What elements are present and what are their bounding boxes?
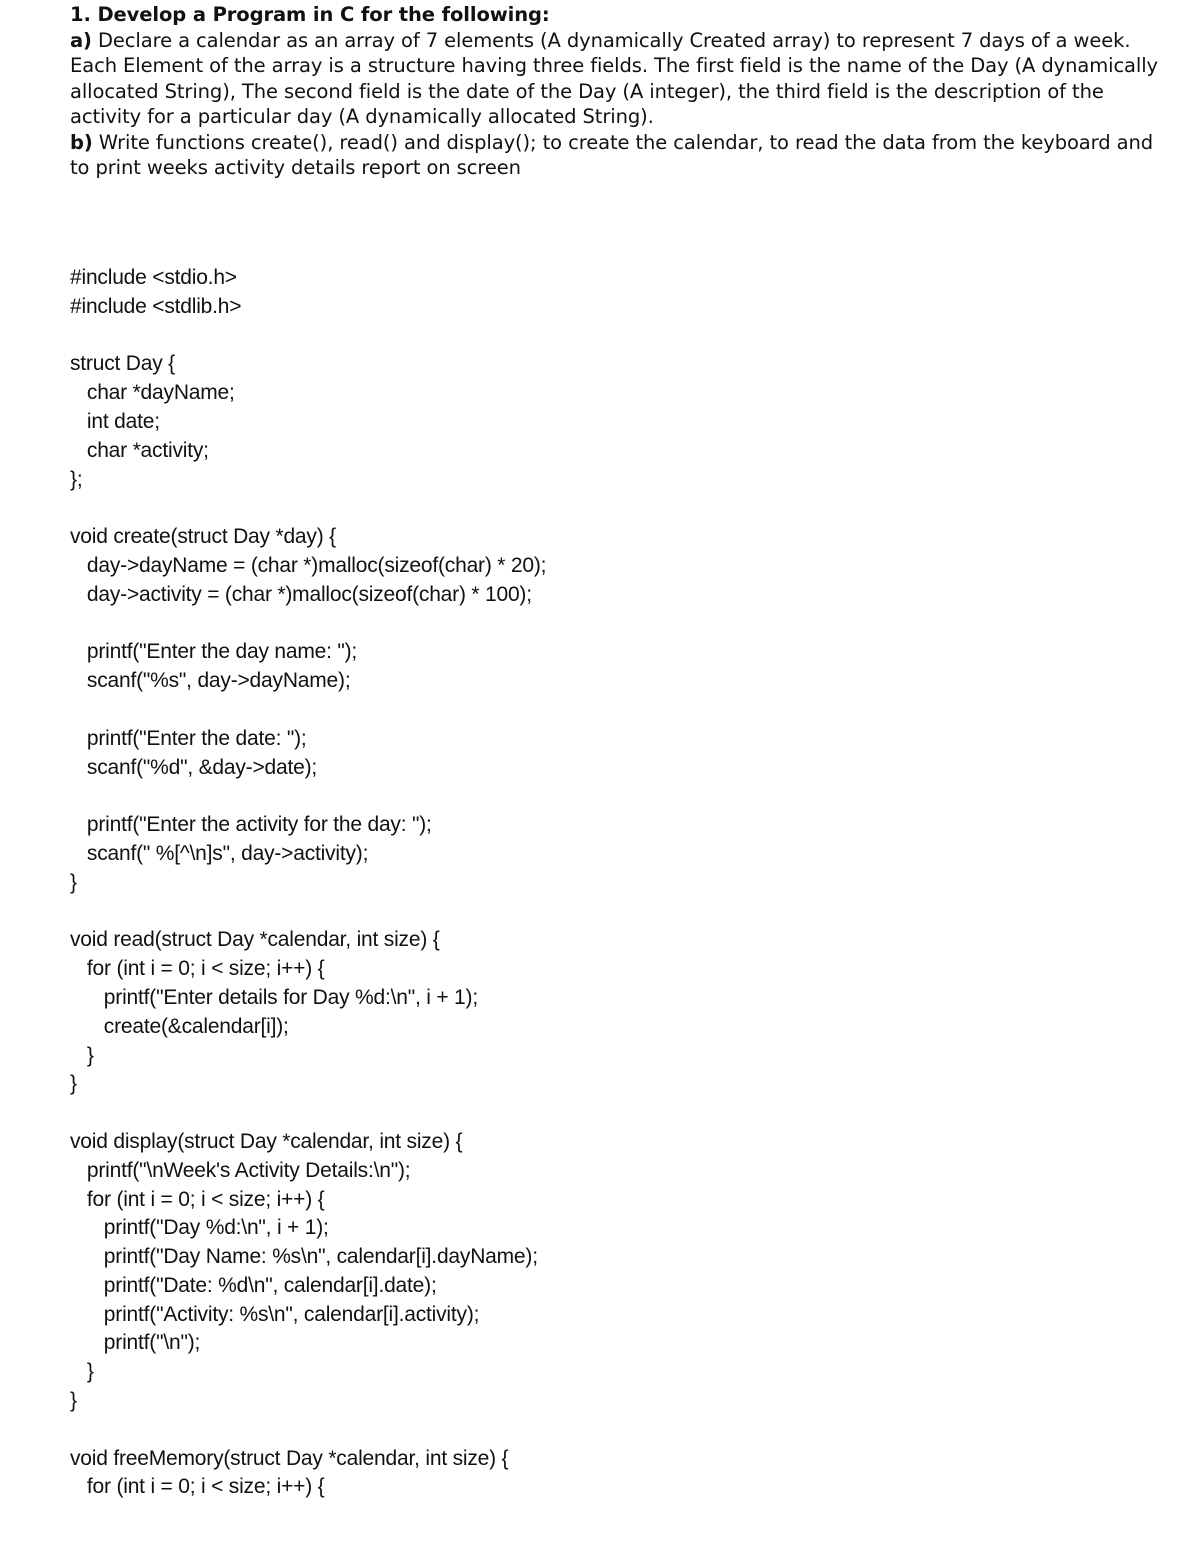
code-line: struct Day {	[70, 352, 175, 376]
code-line: for (int i = 0; i < size; i++) {	[70, 1475, 325, 1499]
code-line: }	[70, 1072, 77, 1096]
code-line: printf("\nWeek's Activity Details:\n");	[70, 1158, 411, 1182]
part-a-line: allocated String), The second field is the date of the Day (A integer), the third field is the description of the	[70, 79, 1104, 103]
part-a-line: a) Declare a calendar as an array of 7 elements (A dynamically Created array) to represent 7 days of a week.	[70, 28, 1131, 52]
code-line: };	[70, 467, 83, 491]
code-listing	[70, 264, 1160, 1502]
part-b-line: to print weeks activity details report on screen	[70, 156, 521, 179]
code-line	[70, 898, 1160, 927]
code-line: }	[70, 870, 77, 894]
code-line: for (int i = 0; i < size; i++) {	[70, 1187, 325, 1211]
code-line: printf("Activity: %s\n", calendar[i].activity);	[70, 1302, 480, 1326]
code-line: printf("Enter the date: ");	[70, 726, 307, 750]
code-line: printf("Enter the day name: ");	[70, 640, 358, 664]
part-b-marker: b)	[70, 130, 93, 154]
code-line: printf("Enter details for Day %d:\n", i + 1);	[70, 985, 478, 1009]
code-line: }	[70, 1389, 77, 1413]
code-line: create(&calendar[i]);	[70, 1014, 289, 1038]
code-line: printf("Day Name: %s\n", calendar[i].dayName);	[70, 1245, 538, 1269]
code-line: printf("Day %d:\n", i + 1);	[70, 1216, 329, 1240]
code-line: }	[70, 1043, 94, 1067]
code-line: for (int i = 0; i < size; i++) {	[70, 957, 325, 981]
code-line: char *dayName;	[70, 381, 235, 405]
part-a-marker: a)	[70, 28, 92, 52]
code-line	[70, 322, 1160, 351]
code-line: scanf("%s", day->dayName);	[70, 669, 351, 693]
code-line	[70, 494, 1160, 523]
code-line: printf("Enter the activity for the day: ");	[70, 813, 432, 837]
code-line	[70, 1416, 1160, 1445]
part-a-line: activity for a particular day (A dynamically allocated String).	[70, 105, 654, 128]
code-line	[70, 696, 1160, 725]
problem-statement	[70, 2, 1160, 181]
code-line: void create(struct Day *day) {	[70, 525, 336, 549]
code-line: scanf("%d", &day->date);	[70, 755, 318, 779]
code-line: void read(struct Day *calendar, int size) {	[70, 928, 440, 952]
part-b-line: b) Write functions create(), read() and display(); to create the calendar, to read the data from the keyboard and	[70, 130, 1153, 154]
code-line	[70, 782, 1160, 811]
code-line: #include <stdlib.h>	[70, 294, 242, 318]
code-line: scanf(" %[^\n]s", day->activity);	[70, 841, 369, 865]
part-a-line: Each Element of the array is a structure having three fields. The first field is the name of the Day (A dynamically	[70, 54, 1158, 77]
problem-heading: 1. Develop a Program in C for the following:	[70, 3, 550, 26]
code-line: day->dayName = (char *)malloc(sizeof(char) * 20);	[70, 553, 547, 577]
code-line: void display(struct Day *calendar, int size) {	[70, 1129, 463, 1153]
code-line: char *activity;	[70, 438, 209, 462]
code-line: int date;	[70, 409, 160, 433]
code-line	[70, 1099, 1160, 1128]
code-line	[70, 610, 1160, 639]
code-line: printf("\n");	[70, 1331, 201, 1355]
code-line: day->activity = (char *)malloc(sizeof(char) * 100);	[70, 582, 532, 606]
code-line: #include <stdio.h>	[70, 266, 237, 289]
code-line: void freeMemory(struct Day *calendar, int size) {	[70, 1446, 509, 1470]
code-line: }	[70, 1360, 94, 1384]
code-line: printf("Date: %d\n", calendar[i].date);	[70, 1273, 437, 1297]
